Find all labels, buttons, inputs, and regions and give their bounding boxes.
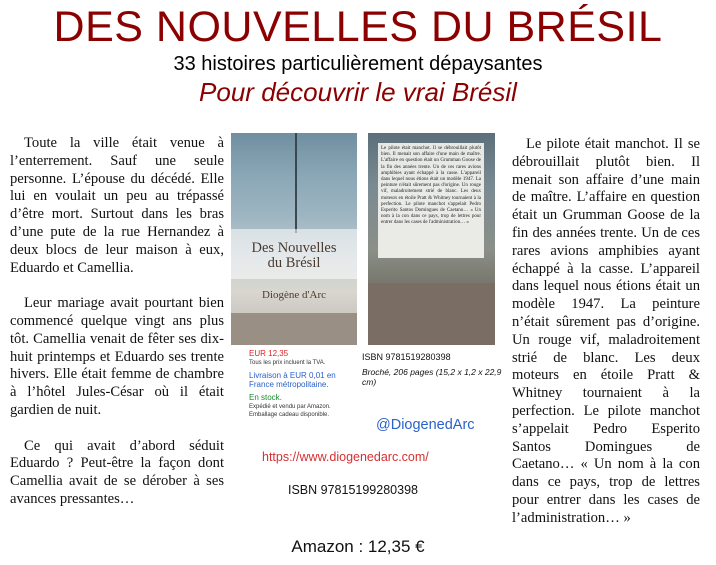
book-format: Broché, 206 pages (15,2 x 1,2 x 22,9 cm) xyxy=(362,367,502,387)
delivery-info[interactable]: Livraison à EUR 0,01 en France métropolitaine. xyxy=(249,371,336,389)
page-title: DES NOUVELLES DU BRÉSIL xyxy=(53,3,663,51)
product-details xyxy=(362,352,512,387)
book-covers xyxy=(231,133,503,345)
front-cover-image xyxy=(231,133,357,345)
shipping-note: Expédié et vendu par Amazon. Emballage cadeau disponible. xyxy=(249,403,331,418)
stock-status: En stock. xyxy=(249,393,282,402)
right-paragraph-1: Le pilote était manchot. Il se débrouillait plutôt bien. Il menait son affaire d’une main de maître. L’affaire en question était un Grumman Goose de la fin des années trente. Un de ces rares avions amphibies ayant échappé à la casse. L’appareil dans lequel nous étions était un modèle 1947. La peinture n’était sûrement pas d’origine. Un rouge vif, maladroitement strié de blanc. Les deux moteurs en étoile Pratt & Whitney tournaient à la perfection. Le pilote manchot s’appelait Pedro Esperito Santos Domingues de Caetano… « Un nom à la con dans ce pays, trop de lettres pour entrer dans les cases de l’administration… » xyxy=(512,136,700,526)
social-handle[interactable]: @DiogenedArc xyxy=(376,417,475,433)
left-paragraph-2: Leur mariage avait pourtant bien commencé quelque vingt ans plus tôt. Camellia venait de fêter ses dix-huit printemps et Eduardo ses trente hivers. Elle était femme de chambre à l’hôtel Jules-César où il était gardien de nuit. xyxy=(10,295,224,418)
cover-author: Diogène d'Arc xyxy=(262,289,326,301)
cover-title: Des Nouvelles du Brésil xyxy=(251,240,337,271)
isbn-small: ISBN 9781519280398 xyxy=(362,352,451,362)
left-story-column xyxy=(10,135,224,527)
isbn: ISBN 97815199280398 xyxy=(288,483,418,497)
amazon-price: Amazon : 12,35 € xyxy=(291,537,425,556)
purchase-info xyxy=(249,350,359,420)
right-story-column xyxy=(512,136,700,545)
page-tagline: Pour découvrir le vrai Brésil xyxy=(199,77,517,107)
price: EUR 12,35 xyxy=(249,349,289,358)
website-link[interactable]: https://www.diogenedarc.com/ xyxy=(262,450,429,464)
left-paragraph-3: Ce qui avait d’abord séduit Eduardo ? Peut-être la façon dont Camellia avait de se dérober à ses avances pressantes… xyxy=(10,437,224,507)
back-cover-image xyxy=(368,133,495,345)
price-note: Tous les prix incluent la TVA. xyxy=(249,359,326,366)
back-cover-blurb: Le pilote était manchot. Il se débrouillait plutôt bien. Il menait son affaire d'une main de maître. L'affaire en question était un Grumman Goose de la fin des années trente. Un de ces rares avions amphibies ayant échappé à la casse. L'appareil dans lequel nous étions était un modèle 1947. La peinture n'était sûrement pas d'origine. Un rouge vif, maladroitement strié de blanc. Les deux moteurs en étoile Pratt & Whitney tournaient à la perfection. Le pilote manchot s'appelait Pedro Esperito Santos Domingues de Caetano… « Un nom à la con dans ce pays, trop de lettres pour entrer dans les cases de l'administration… » xyxy=(378,143,484,258)
left-paragraph-1: Toute la ville était venue à l’enterrement. Sauf une seule personne. L’épouse du décédé. Elle lui en voulait un peu au trépassé d’être mort. Surtout dans les bras d’une pute de la rue Hernandez à deux blocs de leur maison à eux, Eduardo et Camellia. xyxy=(10,135,224,276)
page-subtitle: 33 histoires particulièrement dépaysantes xyxy=(173,53,543,75)
